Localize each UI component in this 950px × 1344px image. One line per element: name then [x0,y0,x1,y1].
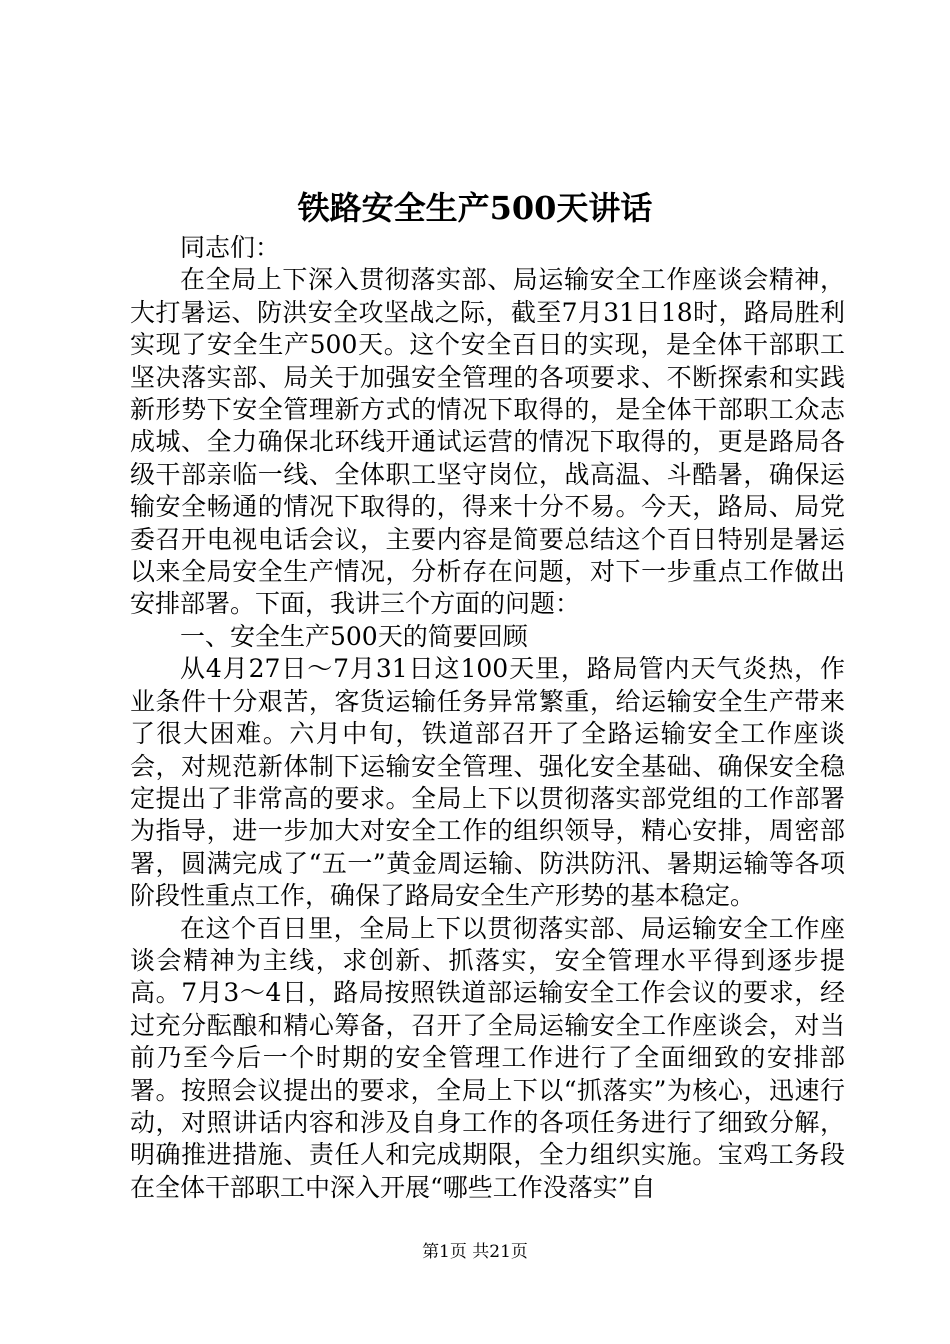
salutation-paragraph: 同志们： [180,233,281,262]
hundred-days-paragraph: 在这个百日里，全局上下以贯彻落实部、局运输安全工作座谈会精神为主线，求创新、抓落实，安全管理水平得到逐步提高。7月3～4日，路局按照铁道部运输安全工作会议的要求，经过充分酝酿和精心筹备，召开了全局运输安全工作座谈会，对当前乃至今后一个时期的安全管理工作进行了全面细致的安排部署。按照会议提出的要求，全局上下以“抓落实”为核心，迅速行动，对照讲话内容和涉及自身工作的各项任务进行了细致分解，明确推进措施、责任人和完成期限，全力组织实施。宝鸡工务段在全体干部职工中深入开展“哪些工作没落实”自 [130,913,845,1202]
review-paragraph: 从4月27日～7月31日这100天里，路局管内天气炎热，作业条件十分艰苦，客货运输任务异常繁重，给运输安全生产带来了很大困难。六月中旬，铁道部召开了全路运输安全工作座谈会，对规范新体制下运输安全管理、强化安全基础、确保安全稳定提出了非常高的要求。全局上下以贯彻落实部党组的工作部署为指导，进一步加大对安全工作的组织领导，精心安排，周密部署，圆满完成了“五一”黄金周运输、防洪防汛、暑期运输等各项阶段性重点工作，确保了路局安全生产形势的基本稳定。 [130,654,845,911]
document-body [130,232,845,1204]
page-number-footer: 第1页 共21页 [422,1242,528,1262]
section-heading: 一、安全生产500天的简要回顾 [180,621,528,651]
document-title: 铁路安全生产500天讲话 [297,189,653,227]
intro-paragraph: 在全局上下深入贯彻落实部、局运输安全工作座谈会精神，大打暑运、防洪安全攻坚战之际，截至7月31日18时，路局胜利实现了安全生产500天。这个安全百日的实现，是全体干部职工坚决落实部、局关于加强安全管理的各项要求、不断探索和实践新形势下安全管理新方式的情况下取得的，是全体干部职工众志成城、全力确保北环线开通试运营的情况下取得的，更是路局各级干部亲临一线、全体职工坚守岗位，战高温、斗酷暑，确保运输安全畅通的情况下取得的，得来十分不易。今天，路局、局党委召开电视电话会议，主要内容是简要总结这个百日特别是暑运以来全局安全生产情况，分析存在问题，对下一步重点工作做出安排部署。下面，我讲三个方面的问题： [130,265,845,619]
